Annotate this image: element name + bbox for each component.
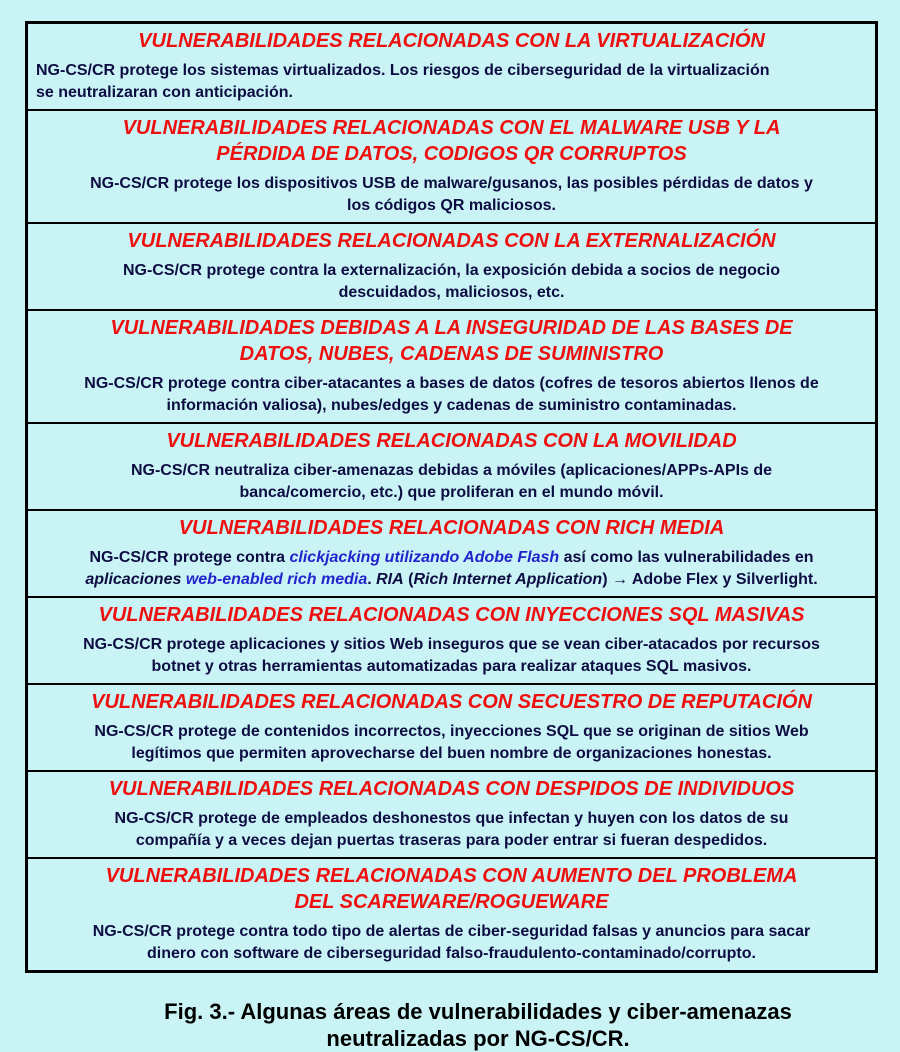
vulnerability-section xyxy=(28,224,875,311)
section-body-line xyxy=(36,921,867,943)
inline-link[interactable]: web-enabled rich media xyxy=(185,571,368,588)
body-text-segment: NG-CS/CR protege de contenidos incorrectos, inyecciones SQL que se originan de sitios Web xyxy=(94,723,809,740)
section-body-line xyxy=(36,482,867,504)
body-text-segment: dinero con software de ciberseguridad falso-fraudulento-contaminado/corrupto. xyxy=(147,945,756,962)
body-text-segment: NG-CS/CR neutraliza ciber-amenazas debidas a móviles (aplicaciones/APPs-APIs de xyxy=(130,462,773,479)
figure-caption-line2: neutralizadas por NG-CS/CR. xyxy=(326,1026,630,1051)
body-text-segment: botnet y otras herramientas automatizadas para realizar ataques SQL masivos. xyxy=(151,658,752,675)
section-body-line xyxy=(36,943,867,965)
body-text-segment: Adobe Flex y Silverlight. xyxy=(627,571,818,588)
vulnerability-section xyxy=(28,859,875,970)
body-text-segment: . xyxy=(367,571,377,588)
section-title xyxy=(36,515,867,541)
vulnerability-section xyxy=(28,111,875,224)
section-title-line: VULNERABILIDADES RELACIONADAS CON LA VIRTUALIZACIÓN xyxy=(138,30,765,52)
inline-link[interactable]: clickjacking utilizando Adobe Flash xyxy=(289,549,560,566)
body-text-segment: NG-CS/CR protege contra xyxy=(89,549,290,566)
section-title xyxy=(36,315,867,367)
section-body-line xyxy=(36,656,867,678)
body-text-segment: aplicaciones xyxy=(85,571,186,588)
section-body xyxy=(36,260,867,304)
section-title-line: VULNERABILIDADES RELACIONADAS CON LA EXTERNALIZACIÓN xyxy=(127,230,776,252)
body-text-segment: NG-CS/CR protege los dispositivos USB de malware/gusanos, las posibles pérdidas de datos y xyxy=(90,175,813,192)
body-text-segment: descuidados, maliciosos, etc. xyxy=(338,284,565,301)
body-text-segment: así como las vulnerabilidades en xyxy=(559,549,814,566)
section-body-line xyxy=(36,634,867,656)
body-text-segment: los códigos QR maliciosos. xyxy=(347,197,556,214)
section-body xyxy=(36,173,867,217)
section-body-line xyxy=(36,82,867,104)
section-body-line xyxy=(36,721,867,743)
section-title-line: DATOS, NUBES, CADENAS DE SUMINISTRO xyxy=(239,343,664,365)
body-text-segment: NG-CS/CR protege aplicaciones y sitios Web inseguros que se vean ciber-atacados por recursos xyxy=(83,636,820,653)
body-text-segment: NG-CS/CR protege contra ciber-atacantes a bases de datos (cofres de tesoros abiertos llenos de xyxy=(84,375,819,392)
body-text-segment: banca/comercio, etc.) que proliferan en el mundo móvil. xyxy=(239,484,664,501)
section-title-line: VULNERABILIDADES RELACIONADAS CON INYECCIONES SQL MASIVAS xyxy=(98,604,805,626)
section-title-line: VULNERABILIDADES RELACIONADAS CON DESPIDOS DE INDIVIDUOS xyxy=(108,778,795,800)
section-body-line xyxy=(36,173,867,195)
section-body xyxy=(36,721,867,765)
section-body xyxy=(36,921,867,965)
section-title xyxy=(36,228,867,254)
body-text-segment: ) xyxy=(602,571,612,588)
section-title xyxy=(36,863,867,915)
body-text-segment: se neutralizaran con anticipación. xyxy=(36,84,293,101)
section-body xyxy=(36,634,867,678)
body-text-segment: ( xyxy=(403,571,414,588)
body-text-segment: información valiosa), nubes/edges y cadenas de suministro contaminadas. xyxy=(166,397,737,414)
section-body-line xyxy=(36,743,867,765)
body-text-segment: legítimos que permiten aprovecharse del buen nombre de organizaciones honestas. xyxy=(131,745,772,762)
section-body-line xyxy=(36,195,867,217)
vulnerability-section xyxy=(28,511,875,598)
vulnerability-section xyxy=(28,772,875,859)
body-text-segment: compañía y a veces dejan puertas traseras para poder entrar si fueran despedidos. xyxy=(135,832,768,849)
section-title-line: VULNERABILIDADES RELACIONADAS CON AUMENTO DEL PROBLEMA xyxy=(105,865,798,887)
section-title xyxy=(36,428,867,454)
section-body-line xyxy=(36,373,867,395)
section-body xyxy=(36,808,867,852)
body-text-segment: NG-CS/CR protege los sistemas virtualizados. Los riesgos de ciberseguridad de la virtualización xyxy=(36,62,770,79)
vulnerability-section xyxy=(28,598,875,685)
section-body xyxy=(36,547,867,591)
section-body xyxy=(36,460,867,504)
vulnerability-section xyxy=(28,424,875,511)
body-text-segment: RIA xyxy=(376,571,404,588)
vulnerability-section xyxy=(28,311,875,424)
vulnerability-section xyxy=(28,685,875,772)
section-title xyxy=(36,602,867,628)
section-title xyxy=(36,776,867,802)
vulnerability-section xyxy=(28,24,875,111)
body-text-segment: NG-CS/CR protege de empleados deshonestos que infectan y huyen con los datos de su xyxy=(114,810,789,827)
section-title xyxy=(36,115,867,167)
body-text-segment: NG-CS/CR protege contra todo tipo de alertas de ciber-seguridad falsas y anuncios para sacar xyxy=(92,923,811,940)
figure-caption xyxy=(0,998,900,1052)
section-body-line xyxy=(36,808,867,830)
right-arrow-glyph: → xyxy=(611,571,628,588)
figure-caption-line1: Fig. 3.- Algunas áreas de vulnerabilidades y ciber-amenazas xyxy=(164,999,792,1024)
section-body xyxy=(36,373,867,417)
section-body-line xyxy=(36,830,867,852)
section-body-line xyxy=(36,460,867,482)
section-title xyxy=(36,28,867,54)
section-body-line xyxy=(36,569,867,591)
section-title-line: VULNERABILIDADES DEBIDAS A LA INSEGURIDAD DE LAS BASES DE xyxy=(110,317,793,339)
section-body-line xyxy=(36,260,867,282)
section-title-line: VULNERABILIDADES RELACIONADAS CON LA MOVILIDAD xyxy=(166,430,737,452)
body-text-segment: Rich Internet Application xyxy=(413,571,603,588)
section-body-line xyxy=(36,60,867,82)
section-title-line: PÉRDIDA DE DATOS, CODIGOS QR CORRUPTOS xyxy=(216,143,687,165)
section-body-line xyxy=(36,395,867,417)
section-title-line: VULNERABILIDADES RELACIONADAS CON SECUESTRO DE REPUTACIÓN xyxy=(91,691,812,713)
section-title-line: VULNERABILIDADES RELACIONADAS CON EL MALWARE USB Y LA xyxy=(122,117,781,139)
body-text-segment: NG-CS/CR protege contra la externalización, la exposición debida a socios de negocio xyxy=(122,262,781,279)
section-title xyxy=(36,689,867,715)
section-body-line xyxy=(36,282,867,304)
vulnerabilities-table xyxy=(25,21,878,973)
section-body-line xyxy=(36,547,867,569)
section-title-line: VULNERABILIDADES RELACIONADAS CON RICH MEDIA xyxy=(178,517,725,539)
section-title-line: DEL SCAREWARE/ROGUEWARE xyxy=(294,891,609,913)
section-body xyxy=(36,60,867,104)
